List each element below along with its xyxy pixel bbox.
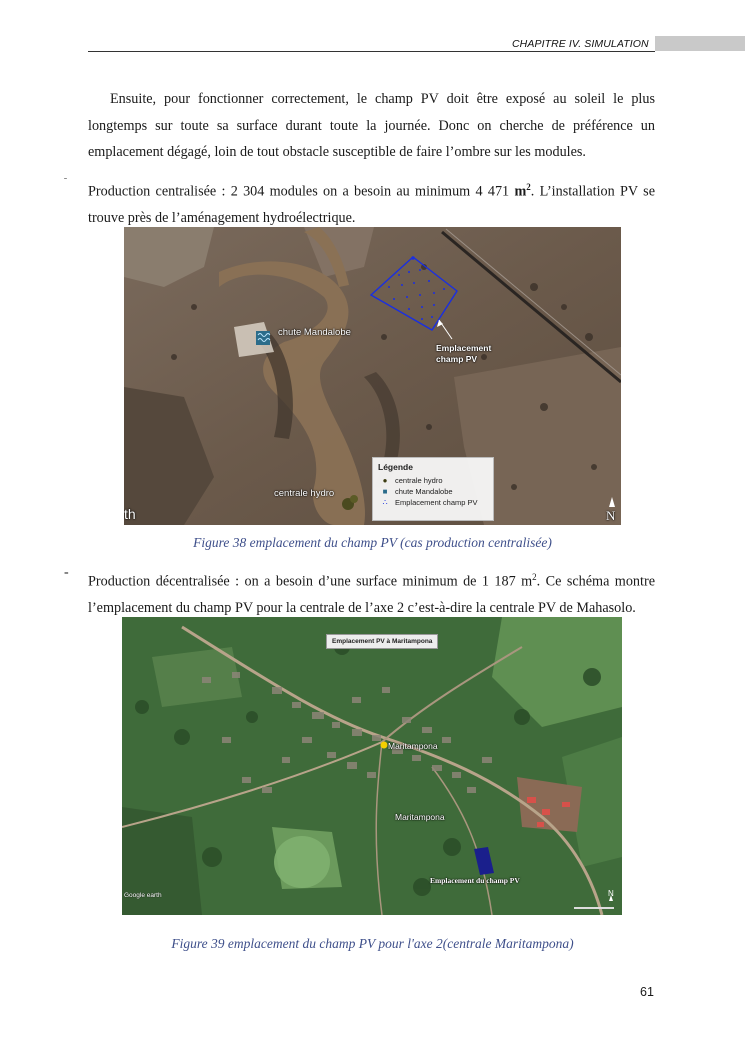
pv-location-callout: Emplacement PV à Maritampona — [326, 634, 438, 649]
legend-item-label: Emplacement champ PV — [395, 498, 478, 507]
unit-exponent: 2 — [526, 182, 531, 192]
page-number: 61 — [640, 985, 654, 999]
waterfall-icon: ■ — [382, 487, 388, 496]
legend-item — [378, 486, 488, 497]
unit-m: m — [514, 183, 527, 200]
legend-item — [378, 497, 488, 508]
village-label: Maritampona — [395, 812, 445, 822]
chute-label: chute Mandalobe — [278, 327, 351, 338]
pv-field-label: Emplacement du champ PV — [430, 876, 520, 885]
header-rule — [88, 51, 655, 52]
legend-title: Légende — [378, 462, 413, 472]
paragraph-intro: Ensuite, pour fonctionner correctement, le champ PV doit être exposé au soleil le plus longtemps sur toute sa surface durant toute la journée. Donc on cherche de préférence un emplacement dégagé, loin de tout obstacle susceptible de faire l’ombre sur les modules. — [88, 91, 655, 160]
paragraph-centralized-text: Production centralisée : 2 304 modules on a besoin au minimum 4 471 — [88, 183, 515, 200]
map-village — [122, 617, 622, 915]
satellite-map-centralized — [124, 227, 621, 525]
centrale-label: centrale hydro — [274, 488, 335, 499]
legend-item — [378, 475, 488, 486]
map-attribution: Google earth — [124, 892, 162, 899]
legend-item-label: centrale hydro — [395, 476, 443, 485]
paragraph-centralized — [88, 174, 655, 232]
hydro-plant-icon: ● — [382, 476, 388, 485]
pv-dots-icon: ∴ — [382, 498, 388, 507]
paragraph-decentralized-text-end: . Ce schéma montre l’emplacement du champ PV pour la centrale de l’axe 2 c’est-à-dire la centrale PV de Mahasolo. — [88, 573, 655, 617]
pv-field-label: Emplacement champ PV — [436, 343, 492, 364]
paragraph-decentralized — [88, 564, 655, 622]
header-bar — [655, 36, 745, 51]
chute-icon — [256, 331, 270, 345]
figure-38-caption: Figure 38 emplacement du champ PV (cas production centralisée) — [193, 535, 552, 550]
north-label: N — [606, 508, 616, 523]
village-label: Maritampona — [388, 741, 438, 751]
chapter-header: CHAPITRE IV. SIMULATION — [512, 38, 649, 50]
paragraph-decentralized-text: Production décentralisée : on a besoin d’une surface minimum de 1 187 m — [88, 573, 533, 590]
map-legend — [372, 457, 494, 521]
map-watermark-text: th — [124, 506, 136, 522]
unit-exponent: 2 — [532, 572, 537, 582]
satellite-map-maritampona — [122, 617, 622, 915]
bullet-marker: - — [64, 565, 69, 580]
location-pin-icon — [381, 742, 388, 749]
bullet-marker: ˉ — [64, 176, 67, 186]
scale-bar — [574, 907, 614, 909]
figure-39-caption: Figure 39 emplacement du champ PV pour l'axe 2(centrale Maritampona) — [171, 936, 574, 951]
legend-item-label: chute Mandalobe — [395, 487, 453, 496]
paragraph-centralized-text-end: . L’installation PV se trouve près de l’aménagement hydroélectrique. — [88, 183, 655, 227]
north-label: N — [608, 889, 614, 898]
